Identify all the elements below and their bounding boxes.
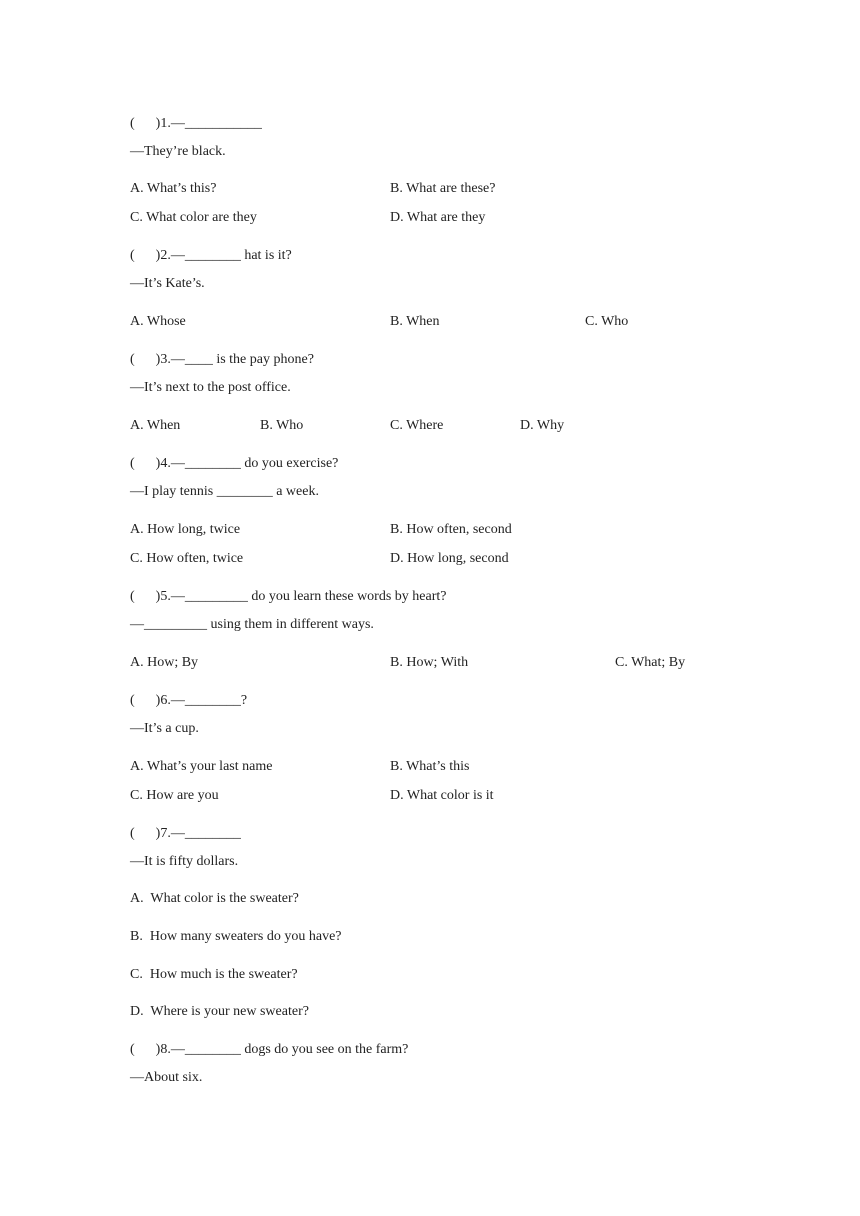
q1-option-a[interactable]: A. What’s this? [130, 181, 217, 196]
q5-reply: —_________ using them in different ways. [130, 617, 374, 632]
q1-option-d[interactable]: D. What are they [390, 210, 486, 225]
q4-option-d[interactable]: D. How long, second [390, 551, 509, 566]
q5-stem: ( )5.—_________ do you learn these words by heart? [130, 589, 447, 604]
q4-option-a[interactable]: A. How long, twice [130, 522, 241, 537]
q6-reply: —It’s a cup. [130, 721, 199, 736]
q3-option-a[interactable]: A. When [130, 418, 181, 433]
q3-option-b[interactable]: B. Who [260, 418, 304, 433]
q6-option-c[interactable]: C. How are you [130, 788, 219, 803]
q1-reply: —They’re black. [130, 144, 226, 159]
q6-option-a[interactable]: A. What’s your last name [130, 759, 273, 774]
q3-reply: —It’s next to the post office. [130, 380, 291, 395]
q8-stem: ( )8.—________ dogs do you see on the farm? [130, 1042, 409, 1057]
q6-option-d[interactable]: D. What color is it [390, 788, 494, 803]
q3-stem: ( )3.—____ is the pay phone? [130, 352, 314, 367]
q4-option-b[interactable]: B. How often, second [390, 522, 512, 537]
q2-option-b[interactable]: B. When [390, 314, 440, 329]
q6-option-b[interactable]: B. What’s this [390, 759, 470, 774]
q5-option-b[interactable]: B. How; With [390, 655, 469, 670]
q7-option-b[interactable]: B. How many sweaters do you have? [130, 929, 342, 944]
q7-option-c[interactable]: C. How much is the sweater? [130, 967, 298, 982]
q1-option-c[interactable]: C. What color are they [130, 210, 257, 225]
q6-stem: ( )6.—________? [130, 693, 248, 708]
q7-option-d[interactable]: D. Where is your new sweater? [130, 1004, 309, 1019]
q4-reply: —I play tennis ________ a week. [130, 484, 319, 499]
q2-option-a[interactable]: A. Whose [130, 314, 186, 329]
q5-option-c[interactable]: C. What; By [615, 655, 686, 670]
q5-option-a[interactable]: A. How; By [130, 655, 199, 670]
q4-stem: ( )4.—________ do you exercise? [130, 456, 339, 471]
q7-reply: —It is fifty dollars. [130, 854, 239, 869]
q1-option-b[interactable]: B. What are these? [390, 181, 496, 196]
q2-option-c[interactable]: C. Who [585, 314, 629, 329]
q3-option-c[interactable]: C. Where [390, 418, 444, 433]
q7-option-a[interactable]: A. What color is the sweater? [130, 891, 299, 906]
q8-reply: —About six. [130, 1070, 203, 1085]
q3-option-d[interactable]: D. Why [520, 418, 565, 433]
q4-option-c[interactable]: C. How often, twice [130, 551, 244, 566]
q2-stem: ( )2.—________ hat is it? [130, 248, 292, 263]
q7-stem: ( )7.—________ [130, 826, 241, 841]
q1-stem: ( )1.—___________ [130, 116, 262, 131]
q2-reply: —It’s Kate’s. [130, 276, 205, 291]
